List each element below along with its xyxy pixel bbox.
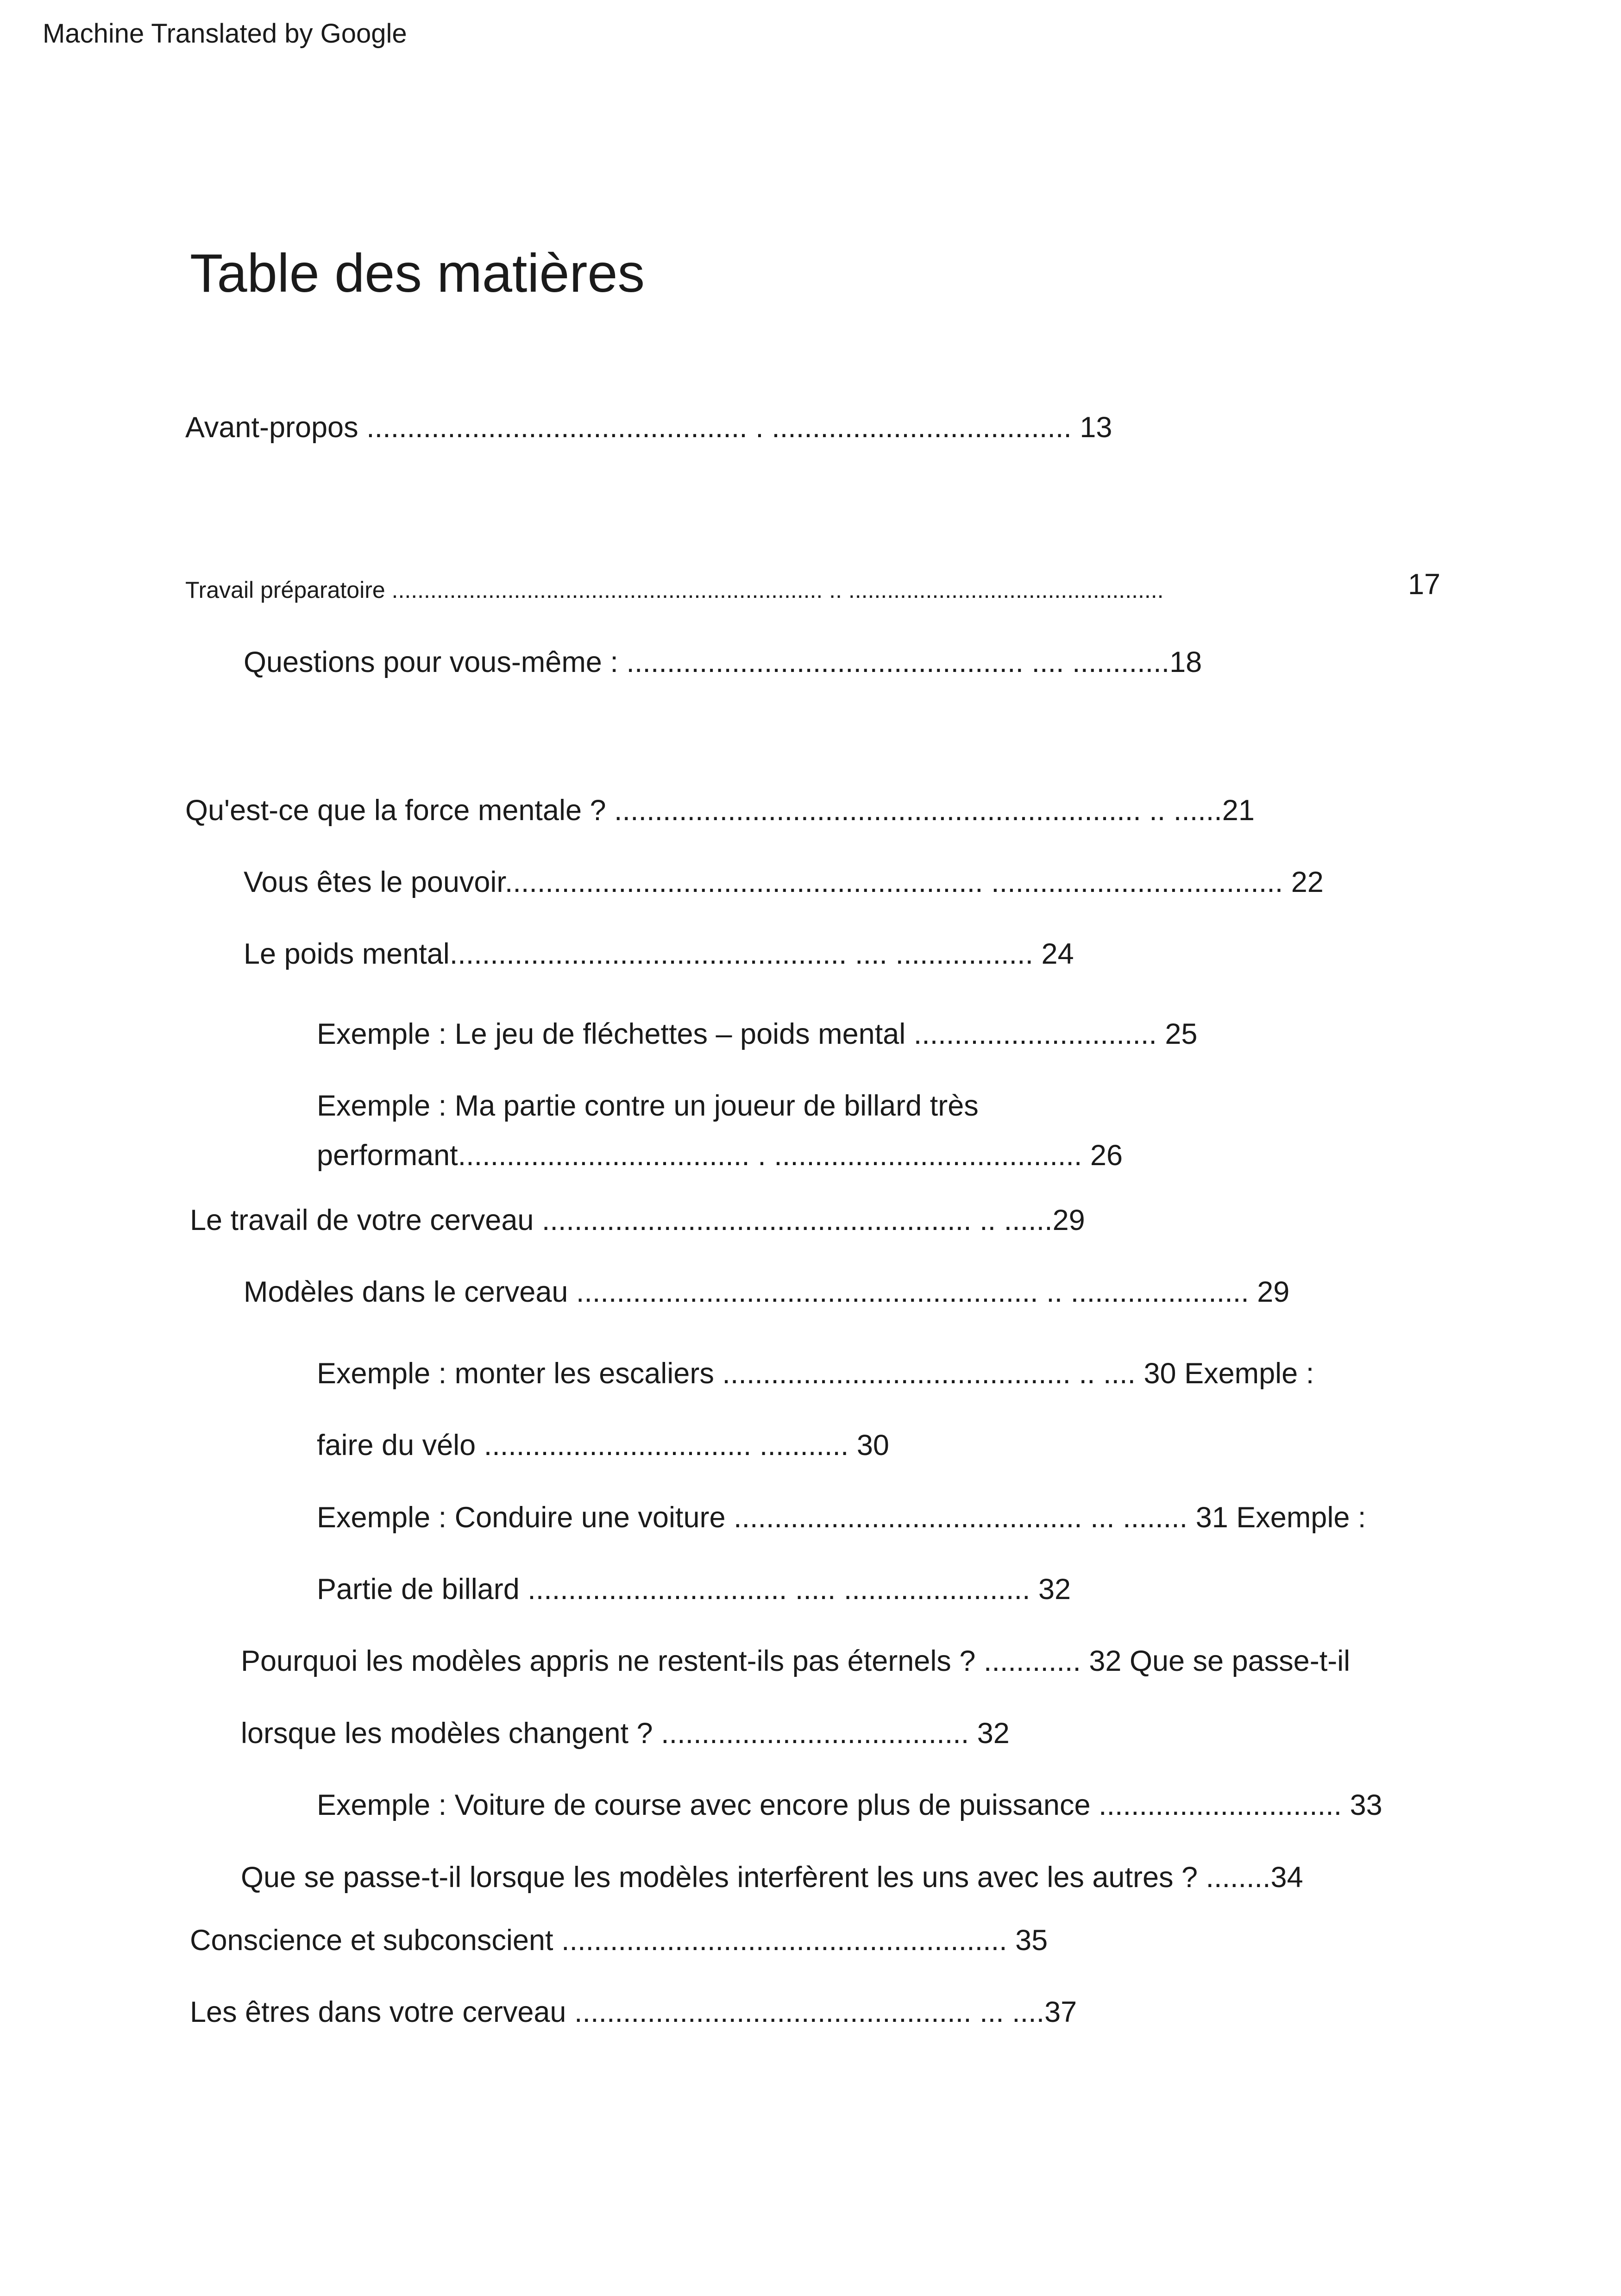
toc-entry-travail-preparatoire-page: 17	[1408, 568, 1441, 601]
toc-entry-modeles-changent: lorsque les modèles changent ? ...................................... 32	[241, 1717, 1010, 1750]
toc-entry-exemple-voiture: Exemple : Conduire une voiture ........................................... ... ........ 31 Exemple :	[317, 1501, 1366, 1534]
toc-entry-exemple-velo: faire du vélo ................................. ........... 30	[317, 1429, 889, 1462]
toc-entry-exemple-flechettes: Exemple : Le jeu de fléchettes – poids mental .............................. 25	[317, 1018, 1198, 1050]
toc-entry-pouvoir: Vous êtes le pouvoir........................................................... .................................... 22	[244, 866, 1324, 898]
page-title: Table des matières	[190, 243, 645, 303]
toc-entry-exemple-billard-line2: performant.................................... . ...................................... 26	[317, 1139, 1123, 1172]
toc-entry-travail-preparatoire: Travail préparatoire ................................................................... .. .................................................	[185, 577, 1164, 603]
toc-entry-modeles-cerveau: Modèles dans le cerveau ......................................................... .. ...................... 29	[244, 1276, 1290, 1308]
toc-entry-questions: Questions pour vous-même : ................................................. .... ............18	[244, 646, 1202, 678]
toc-entry-modeles-interferent: Que se passe-t-il lorsque les modèles interfèrent les uns avec les autres ? ........34	[241, 1861, 1303, 1894]
toc-entry-poids-mental: Le poids mental................................................. .... ................. 24	[244, 938, 1074, 970]
toc-entry-exemple-billard-line1: Exemple : Ma partie contre un joueur de billard très	[317, 1090, 979, 1122]
machine-translation-banner: Machine Translated by Google	[43, 19, 407, 49]
toc-entry-conscience: Conscience et subconscient ....................................................... 35	[190, 1924, 1048, 1957]
toc-entry-exemple-escaliers: Exemple : monter les escaliers ........................................... .. .... 30 Exemple :	[317, 1357, 1314, 1390]
toc-entry-avant-propos: Avant-propos ............................................... . ..................................... 13	[185, 411, 1112, 444]
toc-entry-etres-cerveau: Les êtres dans votre cerveau ................................................. ... ....37	[190, 1996, 1077, 2028]
toc-entry-exemple-voiture-course: Exemple : Voiture de course avec encore plus de puissance .............................. 33	[317, 1789, 1382, 1821]
toc-entry-travail-cerveau: Le travail de votre cerveau ..................................................... .. ......29	[190, 1204, 1085, 1236]
toc-entry-exemple-partie-billard: Partie de billard ................................ ..... ....................... 32	[317, 1573, 1071, 1606]
toc-entry-modeles-eternels: Pourquoi les modèles appris ne restent-ils pas éternels ? ............ 32 Que se passe-t-il	[241, 1645, 1351, 1677]
toc-entry-force-mentale: Qu'est-ce que la force mentale ? ................................................................. .. ......21	[185, 794, 1255, 827]
